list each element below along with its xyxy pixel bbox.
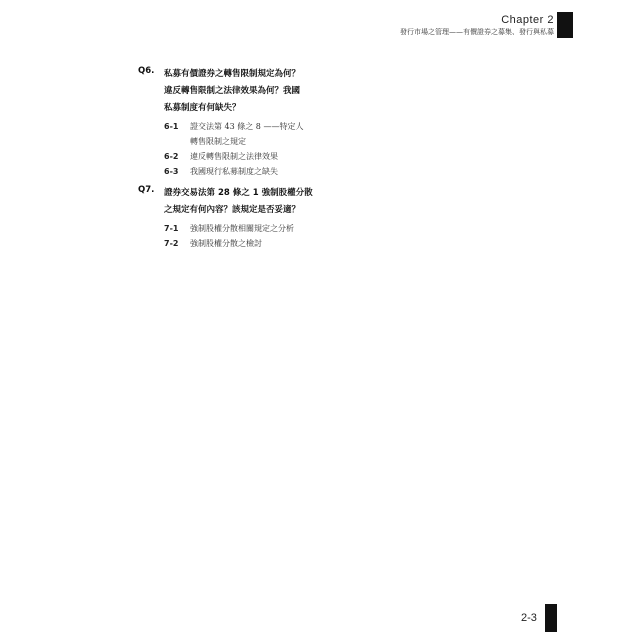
subsection-number: 6-1	[164, 122, 179, 131]
question-number: Q6.	[138, 66, 155, 76]
question-text	[164, 185, 378, 219]
subsection-text	[190, 164, 378, 179]
question-text	[164, 66, 378, 117]
subsection-line: 證交法第 43 條之 8 ——特定人	[190, 122, 304, 131]
question-number: Q7.	[138, 185, 155, 195]
question-line: 違反轉售限制之法律效果為何？我國	[164, 86, 301, 96]
subsection-number: 7-2	[164, 239, 179, 248]
subsection-number: 6-3	[164, 167, 179, 176]
chapter-subtitle: 發行市場之管理——有價證券之募集、發行與私募	[400, 28, 554, 36]
question-q7	[138, 185, 378, 251]
subsection-item	[164, 119, 378, 149]
subsection-line: 強制股權分散之檢討	[190, 239, 262, 248]
question-q6	[138, 66, 378, 179]
subsection-item	[164, 236, 378, 251]
subsection-line: 我國現行私募制度之缺失	[190, 167, 278, 176]
page-number: 2-3	[521, 612, 537, 624]
subsection-item	[164, 164, 378, 179]
subsection-number: 7-1	[164, 224, 179, 233]
subsection-text	[190, 221, 378, 236]
question-line: 私募有價證券之轉售限制規定為何？	[164, 69, 301, 79]
chapter-tab-marker	[557, 12, 573, 38]
subsection-text	[190, 236, 378, 251]
subsection-item	[164, 221, 378, 236]
subsection-line: 轉售限制之規定	[190, 137, 246, 146]
page-tab-marker	[545, 604, 557, 632]
subsection-number: 6-2	[164, 152, 179, 161]
subsection-text	[190, 149, 378, 164]
subsection-line: 強制股權分散相關規定之分析	[190, 224, 294, 233]
question-line: 之規定有何內容？該規定是否妥適？	[164, 205, 301, 215]
subsection-item	[164, 149, 378, 164]
question-list	[138, 66, 378, 257]
subsection-line: 違反轉售限制之法律效果	[190, 152, 278, 161]
question-line: 私募制度有何缺失？	[164, 103, 241, 113]
chapter-label: Chapter 2	[501, 14, 554, 26]
subsection-text	[190, 119, 378, 149]
subsection-list	[164, 119, 378, 179]
subsection-list	[164, 221, 378, 251]
question-line: 證券交易法第 28 條之 1 強制股權分散	[164, 188, 313, 198]
